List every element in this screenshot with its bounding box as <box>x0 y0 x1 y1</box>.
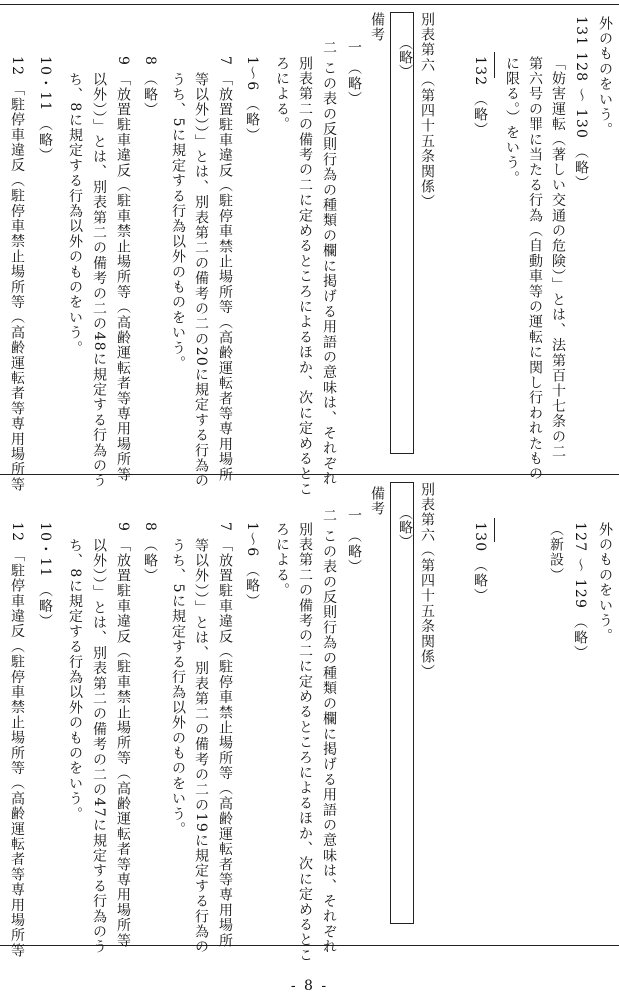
top-col-19: ち、8に規定する行為以外のものをいう。 <box>67 72 83 356</box>
bottom-col-10: ろによる。 <box>274 522 290 598</box>
bottom-col-14: うち、5に規定する行為以外のものをいう。 <box>170 538 186 837</box>
bottom-col-15: 8 （略） <box>142 522 158 584</box>
top-box-label: （略） <box>397 36 413 78</box>
top-col-6: 132 （略） <box>472 56 488 138</box>
top-col-3: 「妨害運転（著しい交通の危険）」とは、法第百十七条の二 <box>550 56 566 460</box>
top-table-title: 別表第六（第四十五条関係） <box>419 12 435 210</box>
top-col-15: うち、5に規定する行為以外のものをいう。 <box>170 72 186 371</box>
bottom-box-label: （略） <box>397 506 413 548</box>
top-col-11: ろによる。 <box>274 56 290 132</box>
bottom-col-4: 130 （略） <box>472 522 488 604</box>
bottom-col-12: 7 「放置駐車違反（駐停車禁止場所等（高齢運転者等専用場所 <box>217 522 233 949</box>
top-col-10: 別表第二の備考の二に定めるところによるほか、次に定めるとこ <box>297 56 313 497</box>
top-omitted-box <box>390 12 414 454</box>
bottom-omitted-box <box>390 482 414 924</box>
bottom-col-notes: 備考 <box>369 486 385 517</box>
top-col-8: 一 （略） <box>346 40 362 107</box>
top-col-1: 外のものをいう。 <box>597 16 613 138</box>
bottom-col-16: 9 「放置駐車違反（駐車禁止場所等（高齢運転者等専用場所等 <box>115 522 131 949</box>
bottom-col-9: 別表第二の備考の二に定めるところによるほか、次に定めるとこ <box>297 522 313 963</box>
bottom-col-1: 外のものをいう。 <box>597 522 613 644</box>
top-col-16: 8 （略） <box>142 56 158 118</box>
bottom-table-title: 別表第六（第四十五条関係） <box>419 482 435 680</box>
bottom-col-11: 1〜6 （略） <box>244 522 260 609</box>
top-col-17: 9 「放置駐車違反（駐車禁止場所等（高齢運転者等専用場所等 <box>115 56 131 483</box>
top-col-14: 等以外））」とは、別表第二の備考の二の20に規定する行為の <box>193 72 209 489</box>
bottom-col-3: （新設） <box>548 522 564 583</box>
top-col-2: 131 128 〜 130 （略） <box>573 16 589 191</box>
top-col-5: に限る。）をいう。 <box>504 56 520 186</box>
bottom-col-17: 以外））」とは、別表第二の備考の二の47に規定する行為のう <box>91 538 107 955</box>
bottom-col-7: 一 （略） <box>346 508 362 575</box>
page-number: - 8 - <box>290 978 329 994</box>
bottom-col-13: 等以外））」とは、別表第二の備考の二の19に規定する行為の <box>193 538 209 955</box>
bottom-col-18: ち、8に規定する行為以外のものをいう。 <box>67 538 83 822</box>
top-col-20: 10・11 （略） <box>37 56 53 163</box>
bottom-col-20: 12 「駐停車違反（駐停車禁止場所等（高齢運転者等専用場所等 <box>9 522 25 959</box>
top-vertical-mark <box>494 52 495 78</box>
top-col-21: 12 「駐停車違反（駐停車禁止場所等（高齢運転者等専用場所等 <box>9 56 25 493</box>
top-col-18: 以外））」とは、別表第二の備考の二の48に規定する行為のう <box>91 72 107 489</box>
bottom-col-8: 二 この表の反則行為の種類の欄に掲げる用語の意味は、それぞれ <box>321 508 337 955</box>
bottom-col-19: 10・11 （略） <box>37 522 53 629</box>
bottom-col-2: 127 〜 129 （略） <box>572 522 588 661</box>
top-rule <box>0 4 619 5</box>
top-col-notes: 備考 <box>369 12 385 43</box>
top-col-13: 7 「放置駐車違反（駐停車禁止場所等（高齢運転者等専用場所 <box>217 56 233 483</box>
top-col-12: 1〜6 （略） <box>244 56 260 143</box>
bottom-vertical-mark <box>494 518 495 542</box>
top-col-4: 第六号の罪に当たる行為（自動車等の運転に関し行われたもの <box>527 56 543 482</box>
top-col-9: 二 この表の反則行為の種類の欄に掲げる用語の意味は、それぞれ <box>321 40 337 487</box>
